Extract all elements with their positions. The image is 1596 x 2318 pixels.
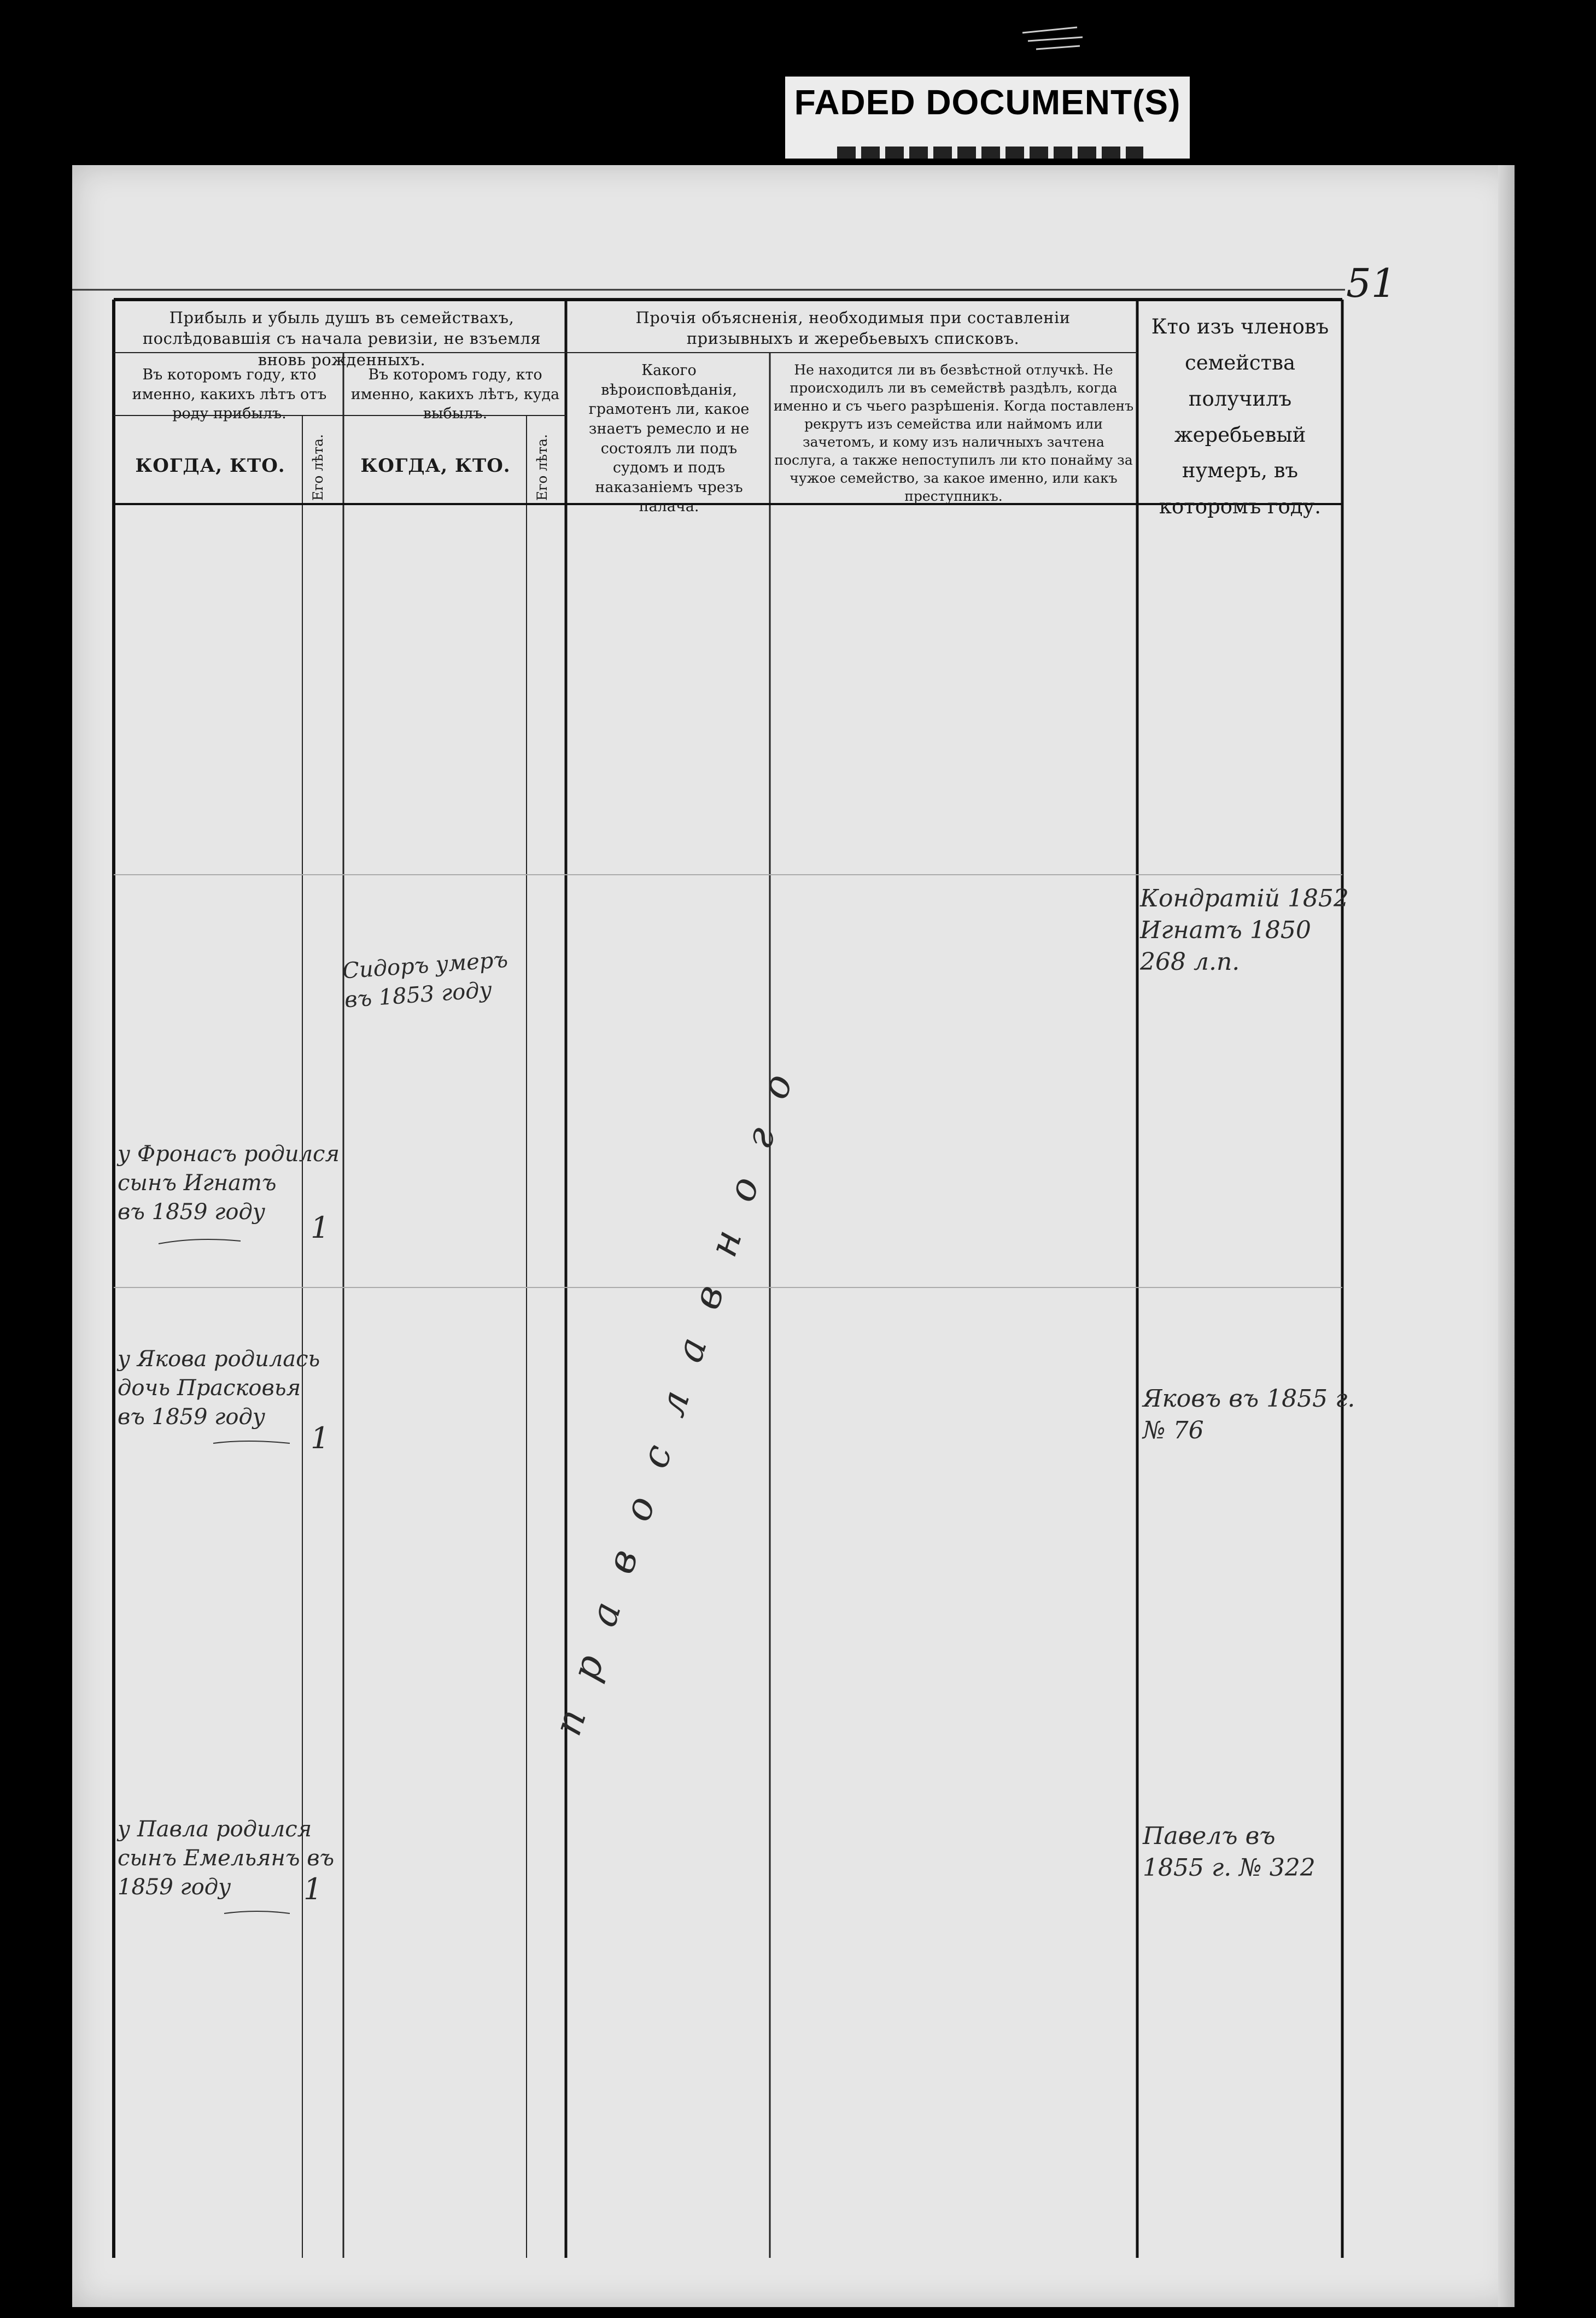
- header-religion: Какого вѣроисповѣданія, грамотенъ ли, какое знаетъ ремесло и не состоялъ ли подъ судомъ и подъ наказаніемъ чрезъ палача.: [588, 362, 750, 516]
- lot-entry-1-line-3: 268 л.п.: [1140, 948, 1240, 976]
- entry-underline-1: [159, 1239, 241, 1244]
- departed-entry-1-line-1: Сидоръ умеръ: [341, 947, 509, 984]
- arrived-entry-3-age: 1: [303, 1872, 323, 1906]
- lot-entry-2-line-2: № 76: [1143, 1416, 1204, 1445]
- arrived-entry-1-age: 1: [311, 1210, 330, 1245]
- entry-underline-2: [213, 1441, 290, 1443]
- header-departed-sub: Въ которомъ году, кто именно, какихъ лѣтъ, куда выбылъ.: [350, 366, 560, 423]
- lot-entry-1: [1140, 883, 1349, 978]
- header-age-1: Его лѣта.: [310, 434, 326, 501]
- arrived-entry-1-line-2: сынъ Игнатъ: [118, 1170, 277, 1196]
- header-when-who-2: КОГДА, КТО.: [360, 455, 511, 477]
- arrived-entry-3-line-3: 1859 году: [118, 1874, 231, 1900]
- departed-entry-1: [342, 946, 511, 1015]
- stamp-label: FADED DOCUMENT(S): [794, 83, 1181, 122]
- lot-entry-3-line-1: Павелъ въ: [1143, 1822, 1276, 1850]
- header-arrival-departure: Прибыль и убыль душъ въ семействахъ, послѣдовавшія съ начала ревизіи, не взъемля вновь рожденныхъ.: [142, 308, 541, 369]
- arrived-entry-2: [118, 1345, 320, 1431]
- lot-entry-3-line-2: 1855 г. № 322: [1143, 1854, 1316, 1882]
- header-other-explanations: Прочія объясненія, необходимыя при составленіи призывныхъ и жеребьевыхъ списковъ.: [635, 308, 1071, 348]
- header-when-who-1: КОГДА, КТО.: [135, 455, 285, 477]
- lot-entry-1-line-1: Кондратій 1852: [1140, 885, 1349, 912]
- folio-number: 51: [1346, 260, 1396, 306]
- header-absence: Не находится ли въ безвѣстной отлучкѣ. Не происходилъ ли въ семействѣ раздѣлъ, когда именно и съ чьего разрѣшенія. Когда поставленъ рекрутъ изъ семейства или наймомъ или зачетомъ, и кому изъ наличныхъ зачтена послуга, а также непоступилъ ли кто понайму за чужое семейство, за какое именно, или какъ преступникъ.: [773, 362, 1134, 504]
- arrived-entry-2-line-3: въ 1859 году: [118, 1404, 266, 1430]
- lot-entry-2-line-1: Яковъ въ 1855 г.: [1143, 1385, 1355, 1413]
- arrived-entry-3-line-1: у Павла родился: [118, 1817, 312, 1842]
- arrived-entry-2-age: 1: [311, 1421, 330, 1455]
- arrived-entry-2-line-1: у Якова родилась: [118, 1347, 320, 1372]
- lot-entry-1-line-2: Игнатъ 1850: [1140, 916, 1311, 945]
- arrived-entry-1: [118, 1140, 340, 1226]
- entry-underline-3: [224, 1911, 290, 1913]
- header-age-2: Его лѣта.: [534, 434, 550, 501]
- departed-entry-1-line-2: въ 1853 году: [343, 977, 493, 1013]
- arrived-entry-1-line-3: въ 1859 году: [118, 1199, 266, 1225]
- lot-entry-2: [1143, 1383, 1355, 1447]
- header-arrived-sub: Въ которомъ году, кто именно, какихъ лѣтъ отъ роду прибылъ.: [132, 366, 327, 423]
- arrived-entry-3: [118, 1815, 334, 1901]
- arrived-entry-2-line-2: дочь Прасковья: [118, 1375, 301, 1401]
- lot-entry-3: [1143, 1821, 1316, 1884]
- religion-column-note: православного: [545, 1037, 812, 1741]
- arrived-entry-1-line-1: у Фронасъ родился: [118, 1142, 340, 1167]
- arrived-entry-3-line-2: сынъ Емельянъ въ: [118, 1845, 335, 1871]
- header-lot: Кто изъ членовъ семейства получилъ жеребьевый нумеръ, въ которомъ году.: [1151, 315, 1329, 519]
